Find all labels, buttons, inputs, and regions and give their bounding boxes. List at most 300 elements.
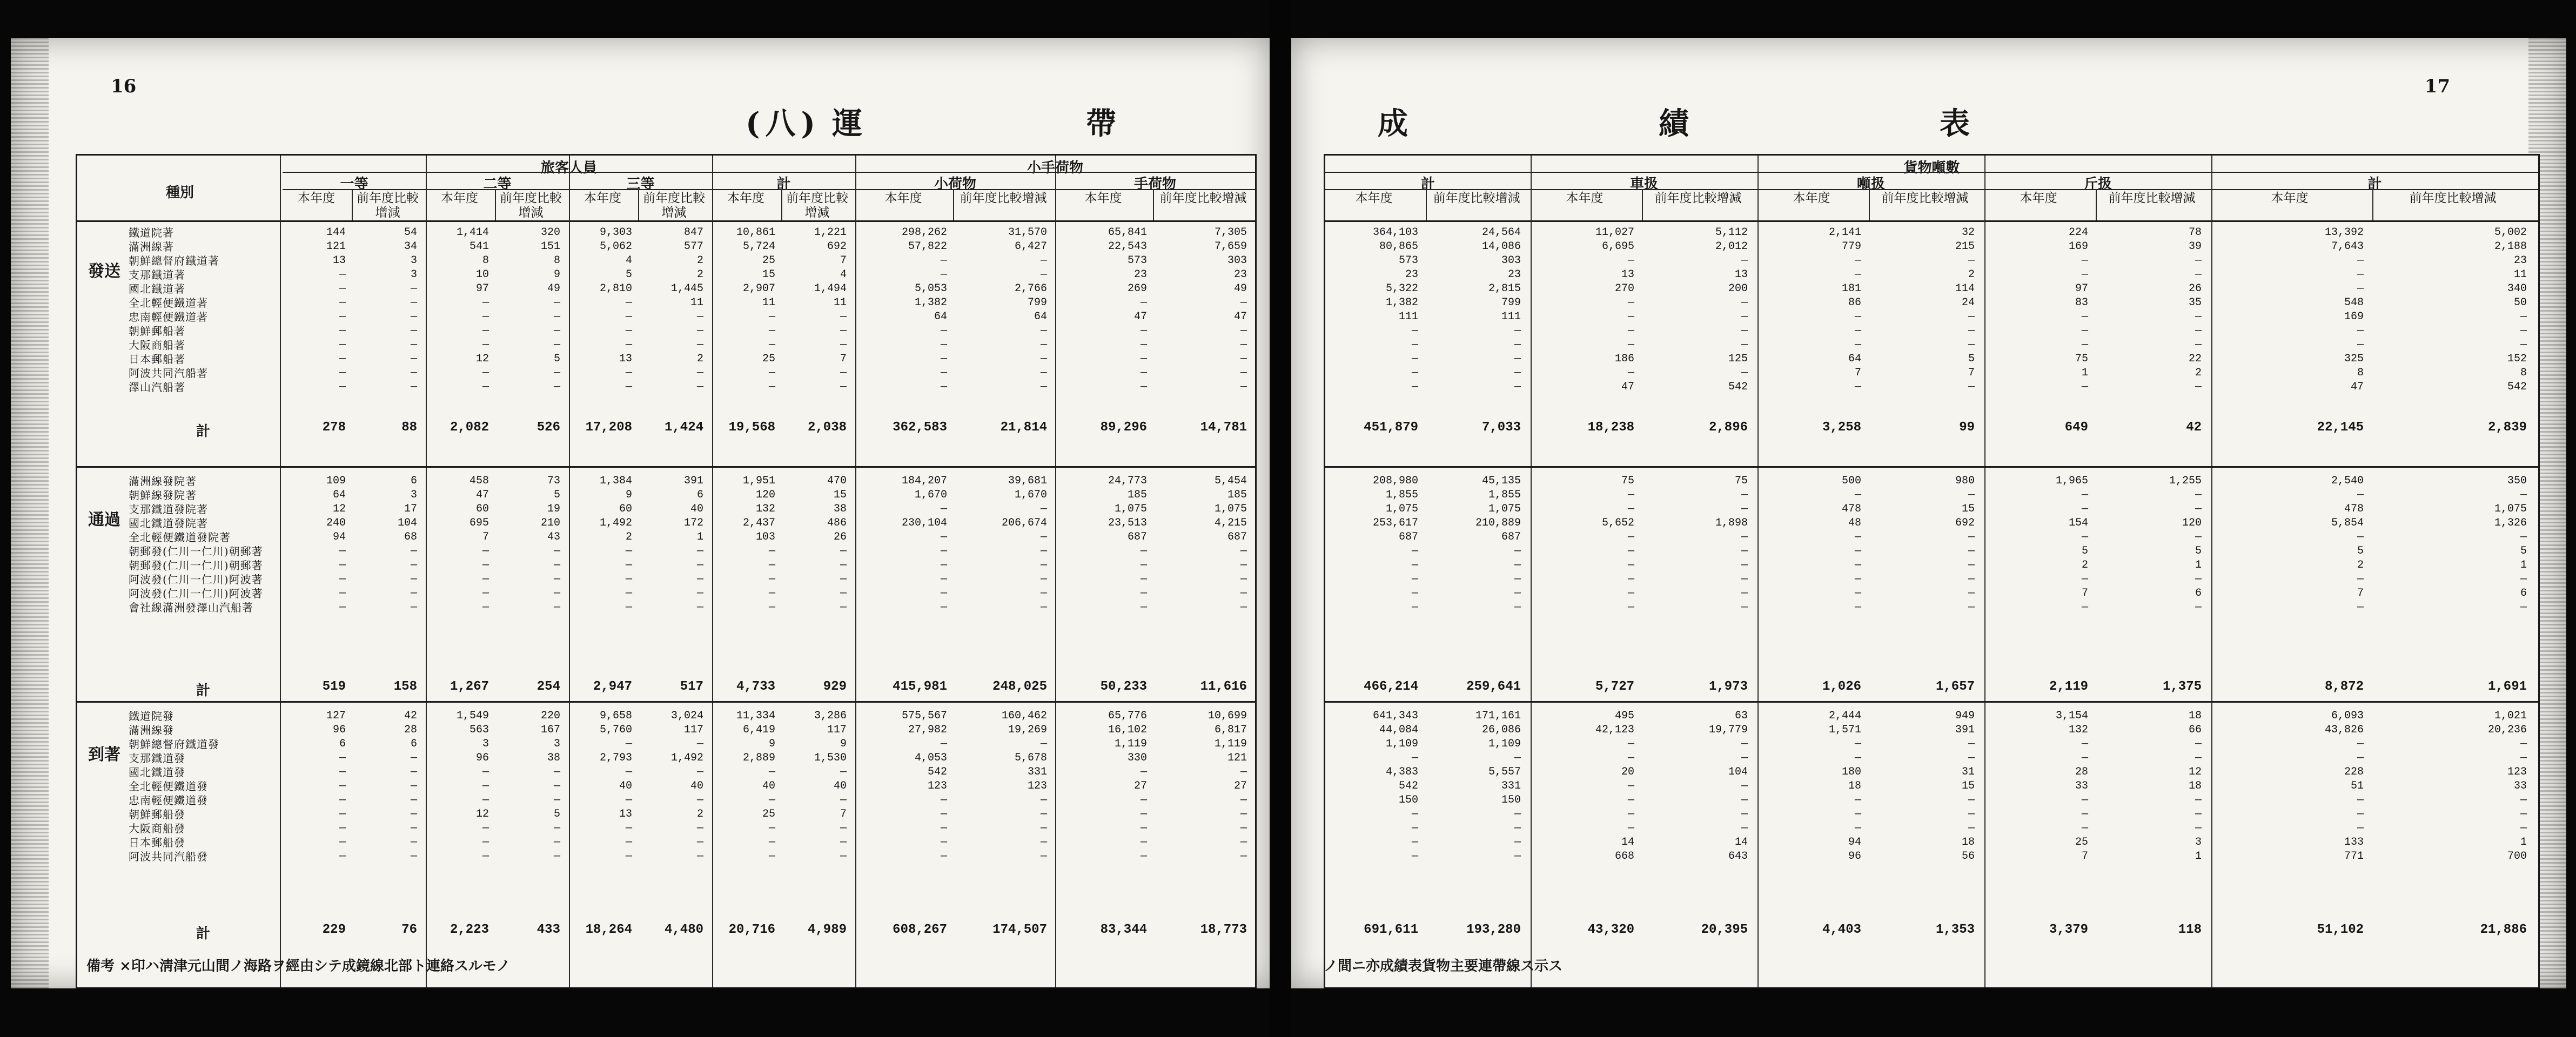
cell-value: — [482,297,489,309]
cell-value: 391 [1955,724,1975,736]
cell-value: — [625,559,632,571]
cell-value: 692 [1955,517,1975,529]
cell-value: — [1514,339,1521,351]
subheader-this-year: 本年度 [2271,191,2309,205]
cell-value: — [410,353,417,365]
column-rule [2096,189,2097,220]
cell-value: 121 [1227,752,1247,764]
cell-value: 230,104 [901,517,947,529]
cell-value: — [2081,738,2088,750]
cell-value: — [1627,573,1634,585]
cell-value: 27 [1133,780,1147,792]
cell-value: — [2081,268,2088,281]
cell-value: — [1968,794,1975,806]
cell-value: — [1040,339,1047,351]
cell-value: — [940,794,947,806]
footnote: 備考 ×印ハ淸津元山間ノ海路ヲ經由シテ成鏡線北部ト連絡スルモノ [86,958,511,974]
cell-value: — [553,545,560,557]
cell-value: — [2357,794,2364,806]
cell-value: — [696,738,703,750]
col-hand-baggage: 手荷物 [1133,176,1176,192]
row-name: 朝郵發(仁川一仁川)朝郵著 [129,559,263,572]
col-group-total: 計 [1420,176,1435,192]
cell-value: 1,075 [1114,503,1147,515]
cell-value: 5,678 [1014,752,1047,764]
cell-value: — [1040,601,1047,614]
cell-value: — [1411,353,1418,365]
cell-value: — [1140,339,1147,351]
cell-value: 18 [2188,780,2202,792]
column-rule [953,189,954,220]
cell-value: — [696,601,703,614]
cell-value: — [1140,367,1147,379]
value-column [1055,709,1147,864]
cell-value: 478 [2344,503,2364,515]
cell-value: 75 [1734,475,1748,487]
cell-value: — [840,325,847,337]
column-rule [1153,189,1154,220]
cell-value: 31,570 [1008,226,1047,239]
cell-value: — [1741,325,1748,337]
value-column [1984,474,2088,615]
cell-value: 42,123 [1595,724,1634,736]
cell-value: — [1968,587,1975,600]
cell-value: — [1411,325,1418,337]
cell-value: — [625,311,632,323]
cell-value: 114 [1955,282,1975,295]
total-value: 517 [680,679,703,694]
cell-value: — [1411,381,1418,393]
cell-value: — [339,850,346,863]
cell-value: — [1040,836,1047,849]
cell-value: 47 [1133,311,1147,323]
cell-value: 60 [619,503,632,515]
cell-value: — [339,780,346,792]
cell-value: 542 [927,766,947,778]
cell-value: 24,564 [1481,226,1521,239]
cell-value: — [339,282,346,295]
subheader-this-year: 本年度 [884,191,922,205]
cell-value: 15 [762,268,775,281]
cell-value: — [1040,531,1047,543]
total-value: 2,839 [2487,420,2527,435]
cell-value: 6 [410,475,417,487]
cell-value: 2,540 [2331,475,2364,487]
cell-value: 57,822 [908,240,947,253]
cell-value: — [1411,752,1418,764]
cell-value: — [1240,766,1247,778]
cell-value: 64 [1848,353,1861,365]
cell-value: 75 [2075,353,2088,365]
cell-value: 5,760 [599,724,632,736]
section-label: 通過 [88,510,120,529]
cell-value: 6 [410,738,417,750]
cell-value: 6,427 [1014,240,1047,253]
cell-value: — [1854,339,1861,351]
cell-value: — [482,325,489,337]
cell-value: — [625,601,632,614]
cell-value: 1 [2520,559,2527,571]
cell-value: 5,322 [1385,282,1418,295]
cell-value: — [1627,587,1634,600]
cell-value: — [840,587,847,600]
cell-value: 1,075 [1488,503,1521,515]
cell-value: — [2357,325,2364,337]
cell-value: 541 [469,240,489,253]
subheader-change: 前年度比較增減 [357,191,419,220]
total-value: 43,320 [1587,922,1634,937]
row-name: 朝鮮郵船發 [129,808,185,821]
row-name: 阿波發(仁川一仁川)阿波著 [129,587,263,600]
cell-value: 97 [2075,282,2088,295]
cell-value: 25 [762,808,775,820]
cell-value: 5 [2357,545,2364,557]
column-rule [280,156,281,987]
cell-value: 641,343 [1372,710,1418,722]
subheader-this-year: 本年度 [1793,191,1830,205]
cell-value: 26 [833,531,847,543]
cell-value: 35 [2188,297,2202,309]
group-header-parcels: 小手荷物 [1027,160,1083,176]
header-divider [1325,189,2538,190]
cell-value: 14,086 [1481,240,1521,253]
total-value: 3,258 [1822,420,1861,435]
cell-value: — [1854,545,1861,557]
cell-value: — [1741,808,1748,820]
cell-value: — [940,325,947,337]
total-value: 89,296 [1100,420,1147,435]
cell-value: 5,002 [2494,226,2527,239]
cell-value: 27,982 [908,724,947,736]
cell-value: 5 [553,489,560,501]
header-bottom-rule [77,220,1255,222]
cell-value: — [410,367,417,379]
column-rule [781,189,782,220]
cell-value: — [410,559,417,571]
cell-value: 13 [619,353,632,365]
cell-value: — [768,573,775,585]
total-value: 248,025 [992,679,1047,694]
cell-value: 73 [547,475,560,487]
cell-value: — [339,339,346,351]
section-rule [1325,701,2538,703]
cell-value: — [2195,381,2202,393]
cell-value: 15 [833,489,847,501]
cell-value: — [339,367,346,379]
cell-value: — [1140,545,1147,557]
column-rule [638,189,639,220]
cell-value: — [625,836,632,849]
cell-value: 28 [2075,766,2088,778]
cell-value: 50 [2513,297,2527,309]
cell-value: — [1854,601,1861,614]
total-value: 18,264 [585,922,632,937]
total-value: 519 [322,679,346,694]
value-column [1428,226,1521,394]
cell-value: — [1854,573,1861,585]
cell-value: — [2195,311,2202,323]
total-label: 計 [196,926,211,942]
cell-value: — [1140,559,1147,571]
cell-value: 8 [2357,367,2364,379]
cell-value: — [2195,531,2202,543]
subheader-change: 前年度比較增減 [1654,191,1742,205]
cell-value: 1,494 [814,282,847,295]
cell-value: 26,086 [1481,724,1521,736]
cell-value: 7 [840,254,847,267]
value-column [712,474,775,615]
cell-value: — [1140,381,1147,393]
cell-value: — [2357,822,2364,834]
cell-value: 86 [1848,297,1861,309]
cell-value: — [625,850,632,863]
cell-value: 132 [2068,724,2088,736]
cell-value: — [625,766,632,778]
cell-value: 32 [1961,226,1975,239]
cell-value: 2,012 [1715,240,1748,253]
value-column [497,226,560,394]
cell-value: — [1514,822,1521,834]
cell-value: — [410,587,417,600]
row-name: 滿洲線發 [129,724,174,737]
total-value: 4,403 [1822,922,1861,937]
cell-value: — [1514,836,1521,849]
cell-value: — [2520,311,2527,323]
cell-value: 949 [1955,710,1975,722]
cell-value: 298,262 [901,226,947,239]
value-column [2211,709,2364,864]
cell-value: — [1140,325,1147,337]
cell-value: 64 [332,489,346,501]
total-value: 1,691 [2487,679,2527,694]
cell-value: 65,776 [1108,710,1147,722]
cell-value: — [1040,822,1047,834]
value-column [1984,226,2088,394]
cell-value: 22 [2188,353,2202,365]
cell-value: — [1140,353,1147,365]
cell-value: — [1514,850,1521,863]
column-rule [352,189,353,220]
cell-value: — [1627,738,1634,750]
cell-value: 1,119 [1214,738,1247,750]
title-char: 成 [1378,106,1413,142]
cell-value: 980 [1955,475,1975,487]
cell-value: — [1741,339,1748,351]
total-value: 2,223 [450,922,489,937]
cell-value: — [410,339,417,351]
cell-value: — [1627,311,1634,323]
total-value: 83,344 [1100,922,1147,937]
cell-value: — [840,545,847,557]
cell-value: — [410,808,417,820]
row-name: 朝鮮總督府鐵道著 [129,254,219,267]
cell-value: 240 [326,517,346,529]
cell-value: 13 [332,254,346,267]
cell-value: — [339,836,346,849]
cell-value: 3,286 [814,710,847,722]
column-rule [2372,189,2373,220]
row-name: 朝鮮線發院著 [129,489,197,502]
cell-value: — [1411,587,1418,600]
row-name: 澤山汽船著 [129,381,185,394]
cell-value: — [625,339,632,351]
cell-value: 16,102 [1108,724,1147,736]
cell-value: 5,652 [1601,517,1634,529]
total-value: 17,208 [585,420,632,435]
cell-value: 5,062 [599,240,632,253]
cell-value: — [1140,587,1147,600]
col-total: 計 [2367,176,2382,192]
cell-value: 486 [827,517,847,529]
cell-value: 75 [1621,475,1634,487]
cell-value: 215 [1955,240,1975,253]
row-name: 阿波共同汽船發 [129,850,208,863]
cell-value: 49 [1233,282,1247,295]
cell-value: — [2081,752,2088,764]
cell-value: — [2195,325,2202,337]
cell-value: 40 [619,780,632,792]
cell-value: — [940,531,947,543]
value-column [1531,709,1634,864]
cell-value: — [1627,339,1634,351]
cell-value: — [696,766,703,778]
cell-value: — [339,752,346,764]
cell-value: — [1854,752,1861,764]
cell-value: 7 [2081,587,2088,600]
cell-value: — [1514,381,1521,393]
cell-value: 4 [625,254,632,267]
cell-value: — [553,559,560,571]
cell-value: 40 [690,780,703,792]
cell-value: — [553,587,560,600]
cell-value: 117 [683,724,703,736]
col-class2: 二等 [483,176,512,192]
cell-value: 7 [840,808,847,820]
cell-value: — [410,836,417,849]
cell-value: — [482,822,489,834]
cell-value: — [940,545,947,557]
cell-value: — [1240,822,1247,834]
value-column [2374,474,2527,615]
cell-value: — [1854,268,1861,281]
cell-value: — [1411,836,1418,849]
cell-value: — [2195,794,2202,806]
cell-value: 1,571 [1828,724,1861,736]
cell-value: 6 [696,489,703,501]
cell-value: — [1240,353,1247,365]
cell-value: — [940,822,947,834]
total-value: 11,616 [1200,679,1247,694]
value-column [2374,226,2527,394]
cell-value: 11,027 [1595,226,1634,239]
cell-value: — [2081,325,2088,337]
cell-value: 228 [2344,766,2364,778]
cell-value: — [1514,545,1521,557]
row-name: 鐵道院著 [129,226,174,239]
cell-value: 5 [1968,353,1975,365]
total-value: 362,583 [893,420,947,435]
cell-value: — [2520,738,2527,750]
cell-value: 7 [2081,850,2088,863]
cell-value: 5,112 [1715,226,1748,239]
total-value: 1,353 [1935,922,1975,937]
cell-value: — [410,850,417,863]
subheader-change: 前年度比較增減 [2409,191,2497,205]
cell-value: 331 [1501,780,1521,792]
cell-value: 127 [326,710,346,722]
cell-value: 96 [1848,850,1861,863]
cell-value: — [696,545,703,557]
cell-value: — [2081,489,2088,501]
cell-value: — [1240,545,1247,557]
cell-value: 210 [540,517,560,529]
cell-value: — [2520,489,2527,501]
cell-value: — [2357,489,2364,501]
cell-value: 97 [475,282,489,295]
row-name: 朝鮮郵船著 [129,325,185,338]
cell-value: 23 [2513,254,2527,267]
total-value: 929 [823,679,847,694]
page-number: 16 [111,76,137,97]
cell-value: — [840,573,847,585]
cell-value: — [2195,601,2202,614]
cell-value: — [625,573,632,585]
cell-value: 23,513 [1108,517,1147,529]
row-name: 忠南輕便鐵道發 [129,794,208,807]
cell-value: 125 [1728,353,1748,365]
cell-value: 1 [2081,367,2088,379]
value-column [2211,474,2364,615]
cell-value: 1,075 [2494,503,2527,515]
cell-value: 269 [1127,282,1147,295]
cell-value: — [2520,325,2527,337]
row-name: 朝鮮總督府鐵道發 [129,738,219,751]
cell-value: 6 [339,738,346,750]
cell-value: 24,773 [1108,475,1147,487]
cell-value: — [1040,367,1047,379]
value-column [497,709,560,864]
subheader-change: 前年度比較增減 [960,191,1047,205]
cell-value: 15 [1961,780,1975,792]
cell-value: — [840,822,847,834]
cell-value: 144 [326,226,346,239]
cell-value: — [339,573,346,585]
cell-value: 48 [1848,517,1861,529]
cell-value: — [2081,311,2088,323]
cell-value: — [1968,381,1975,393]
cell-value: — [1741,545,1748,557]
value-column [1871,709,1975,864]
cell-value: — [1627,822,1634,834]
cell-value: 169 [2344,311,2364,323]
cell-value: — [840,381,847,393]
col-small-lot: 噸扱 [1856,176,1885,192]
cell-value: 20,236 [2487,724,2527,736]
cell-value: — [553,339,560,351]
cell-value: 2,188 [2494,240,2527,253]
cell-value: 4,383 [1385,766,1418,778]
value-column [1871,474,1975,615]
cell-value: — [410,311,417,323]
cell-value: — [1411,545,1418,557]
row-name: 鐵道院發 [129,710,174,723]
cell-value: — [339,268,346,281]
cell-value: 11,334 [736,710,775,722]
cell-value: — [2357,752,2364,764]
cell-value: — [1627,254,1634,267]
cell-value: — [1627,559,1634,571]
total-value: 433 [536,922,560,937]
